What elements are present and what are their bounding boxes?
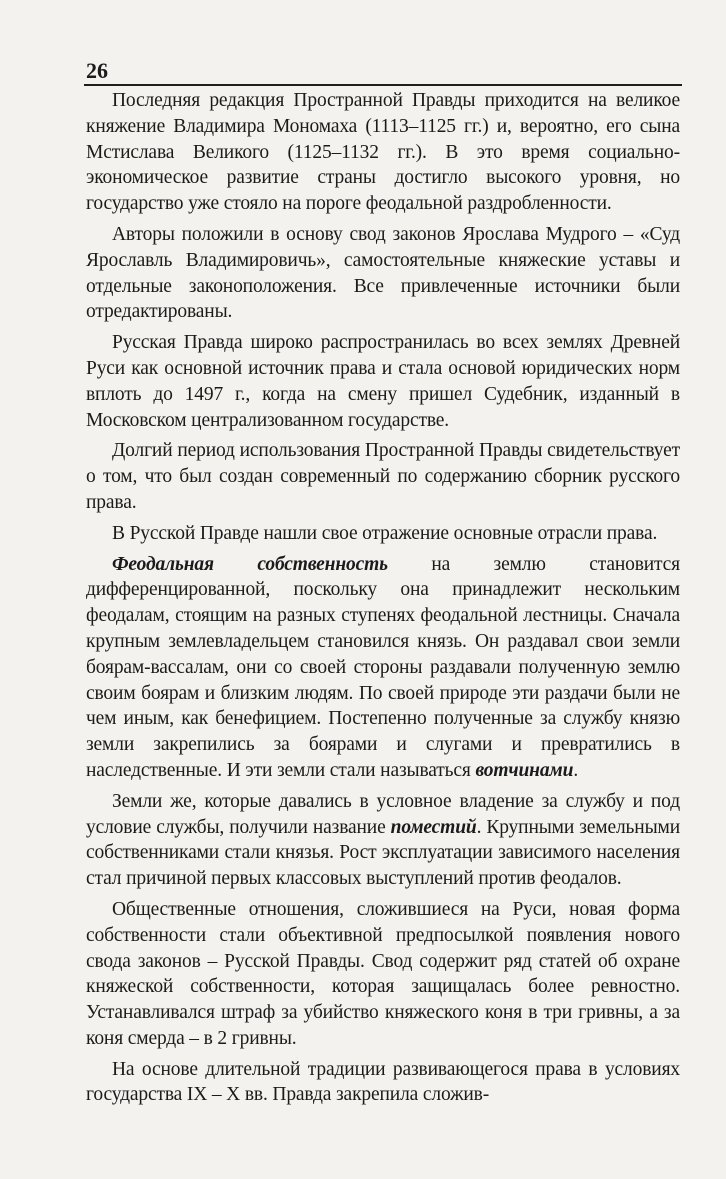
paragraph-6-end: . xyxy=(573,759,579,781)
paragraph-7-end: . Крупными земельными собственниками стали князья. Рост эксплуатации зависимого населения стал причиной первых классовых выступлений против феодалов. xyxy=(86,816,681,890)
paragraph-5-text: В Русской Правде нашли свое отражение основные отрасли права. xyxy=(112,522,658,544)
paragraph-9 xyxy=(86,1057,680,1109)
paragraph-8 xyxy=(86,897,680,1052)
paragraph-2-text: Авторы положили в основу свод законов Ярослава Мудрого – «Суд Ярославль Владимировичь», самостоятельные княжеские уставы и отдельные законоположения. Все привлеченные источники были отредактированы. xyxy=(86,223,680,323)
page-number: 26 xyxy=(86,58,108,83)
paragraph-1-text: Последняя редакция Пространной Правды приходится на великое княжение Владимира Мономаха (1113–1125 гг.) и, вероятно, его сына Мстислава Великого (1125–1132 гг.). В это время социально-экономическое развитие страны достигло высокого уровня, но государство уже стояло на пороге феодальной раздробленности. xyxy=(86,90,680,215)
paragraph-3 xyxy=(86,330,680,433)
term-pomestiya: поместий xyxy=(390,816,477,838)
paragraph-9-text: На основе длительной традиции развивающегося права в условиях государства IX – X вв. Правда закрепила сложив- xyxy=(86,1058,680,1106)
body-text xyxy=(86,88,680,1113)
paragraph-7 xyxy=(86,789,680,892)
paragraph-5 xyxy=(86,521,680,547)
term-feudal-property: Феодальная собственность xyxy=(112,553,388,575)
header-rule xyxy=(84,84,682,86)
paragraph-6 xyxy=(86,552,680,784)
paragraph-8-text: Общественные отношения, сложившиеся на Руси, новая форма собственности стали объективной предпосылкой появления нового свода законов – Русской Правды. Свод содержит ряд статей об охране княжеской собственности, которая защищалась более ревностно. Устанавливался штраф за убийство княжеского коня в три гривны, а за коня смерда – в 2 гривны. xyxy=(86,898,680,1049)
paragraph-4 xyxy=(86,438,680,515)
paragraph-2 xyxy=(86,222,680,325)
paragraph-6-text: на землю становится дифференцированной, поскольку она принадлежит нескольким феодалам, стоящим на разных ступенях феодальной лестницы. Сначала крупным землевладельцем становился князь. Он раздавал свои земли боярам-вассалам, они со своей стороны раздавали полученную землю своим боярам и близким людям. По своей природе эти раздачи были не чем иным, как бенефицием. Постепенно полученные за службу князю земли закрепились за боярами и слугами и превратились в наследственные. И эти земли стали называться xyxy=(86,553,680,781)
paragraph-3-text: Русская Правда широко распространилась во всех землях Древней Руси как основной источник права и стала основой юридических норм вплоть до 1497 г., когда на смену пришел Судебник, изданный в Московском централизованном государстве. xyxy=(86,332,680,431)
paragraph-1 xyxy=(86,88,680,217)
term-votchiny: вотчинами xyxy=(475,759,574,781)
paragraph-7-text: Земли же, которые давались в условное владение за службу и под условие службы, получили название xyxy=(86,790,680,838)
paragraph-4-text: Долгий период использования Пространной Правды свидетельствует о том, что был создан современный по содержанию сборник русского права. xyxy=(86,440,680,513)
